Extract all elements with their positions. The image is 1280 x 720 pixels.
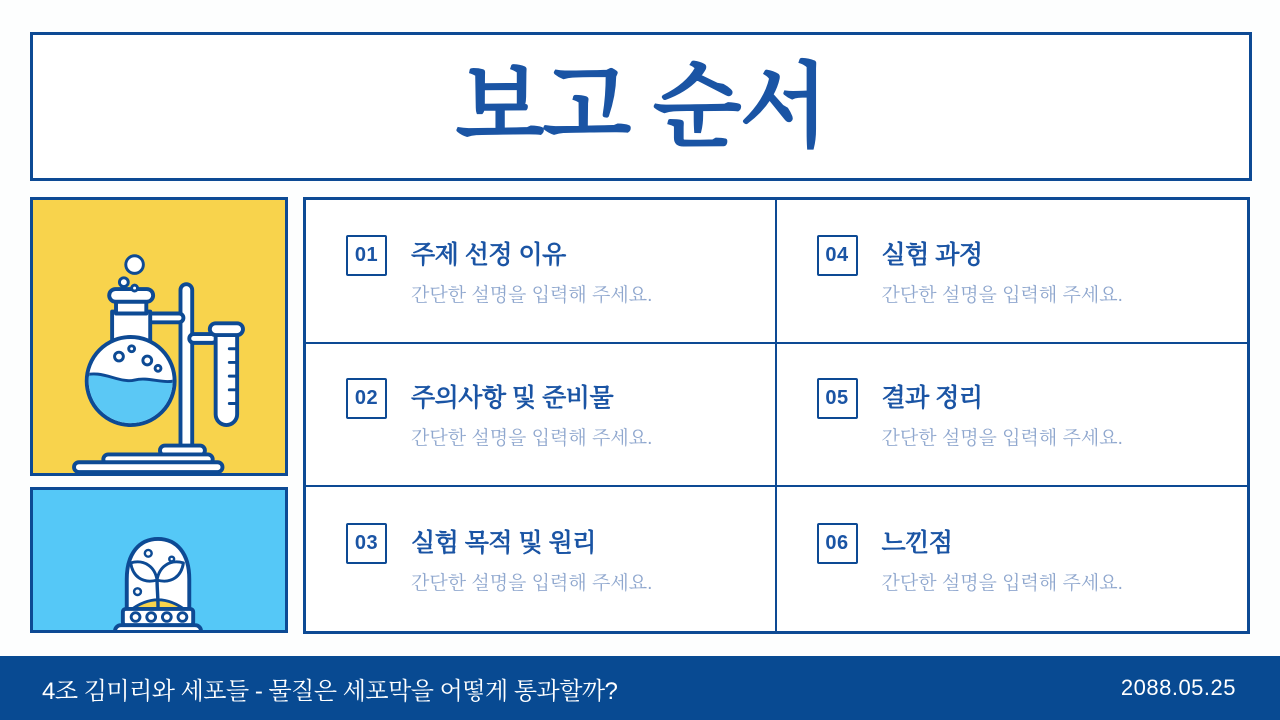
item-number-badge: 06	[817, 523, 858, 564]
item-description: 간단한 설명을 입력해 주세요.	[881, 573, 1123, 595]
item-number-badge: 05	[817, 378, 858, 419]
agenda-item-04	[777, 200, 1248, 344]
item-number-badge: 02	[346, 378, 387, 419]
item-title: 주제 선정 이유	[411, 240, 566, 269]
agenda-item-06	[777, 487, 1248, 631]
item-number-badge: 04	[817, 235, 858, 276]
item-title: 실험 목적 및 원리	[411, 529, 596, 558]
illustration-box-flask	[30, 197, 288, 476]
footer-bar	[0, 656, 1280, 720]
illustration-box-bell-jar	[30, 487, 288, 633]
title-box	[30, 32, 1252, 181]
item-description: 간단한 설명을 입력해 주세요.	[411, 284, 653, 306]
item-description: 간단한 설명을 입력해 주세요.	[411, 428, 653, 450]
item-title: 주의사항 및 준비물	[411, 384, 614, 413]
agenda-item-03	[306, 487, 777, 631]
item-title: 결과 정리	[881, 384, 983, 413]
item-title: 실험 과정	[881, 240, 983, 269]
sprout-in-bell-jar-icon	[33, 490, 285, 630]
flask-on-stand-icon	[33, 200, 285, 473]
item-number-badge: 01	[346, 235, 387, 276]
footer-team-title: 4조 김미리와 세포들 - 물질은 세포막을 어떻게 통과할까?	[42, 677, 618, 705]
agenda-grid	[303, 197, 1250, 634]
footer-date: 2088.05.25	[1120, 675, 1236, 700]
item-description: 간단한 설명을 입력해 주세요.	[411, 573, 653, 595]
item-title: 느낀점	[881, 529, 953, 558]
item-number-badge: 03	[346, 523, 387, 564]
page-title: 보고 순서	[455, 55, 827, 158]
agenda-item-05	[777, 344, 1248, 488]
item-description: 간단한 설명을 입력해 주세요.	[881, 284, 1123, 306]
item-description: 간단한 설명을 입력해 주세요.	[881, 428, 1123, 450]
agenda-item-02	[306, 344, 777, 488]
agenda-item-01	[306, 200, 777, 344]
